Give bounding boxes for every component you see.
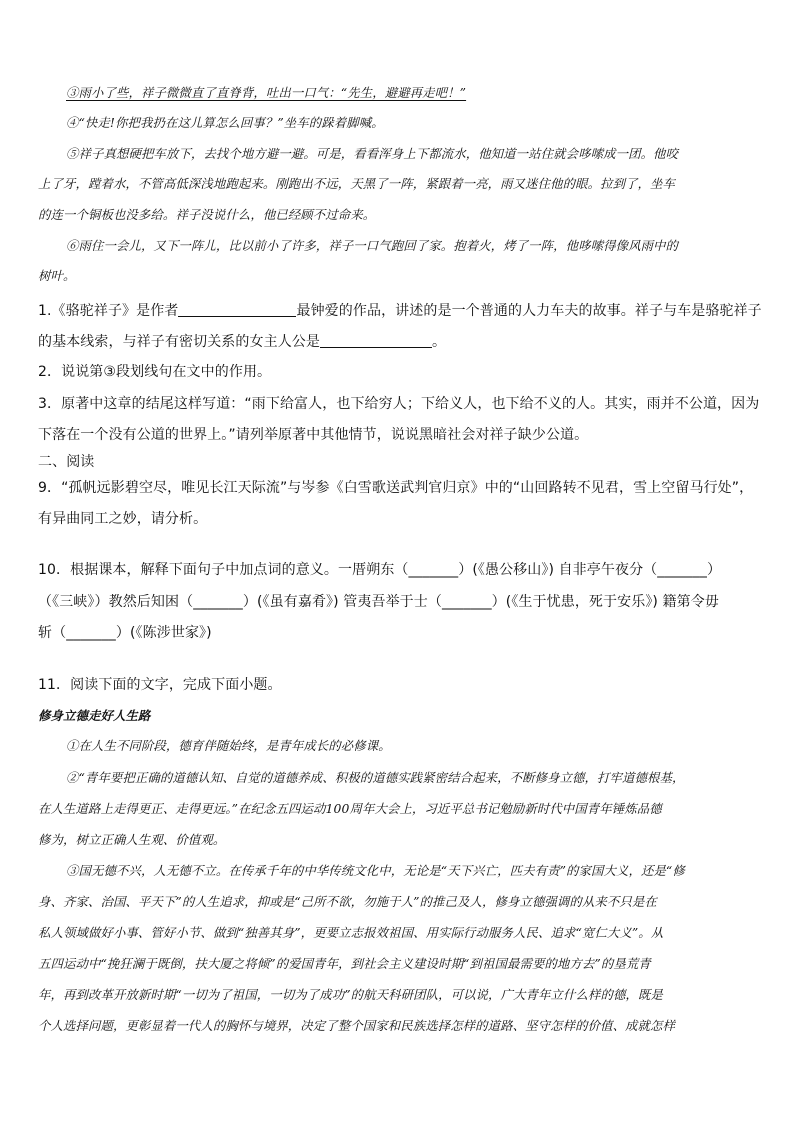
section-heading: 二、阅读 [38, 454, 95, 470]
article-paragraph-3-line-6: 个人选择问题，更彰显着一代人的胸怀与境界，决定了整个国家和民族选择怎样的道路、坚守怎样的价值、成就怎样 [38, 1018, 676, 1033]
question-1-text-c: 的基本线索，与祥子有密切关系的女主人公是 [38, 334, 320, 350]
story-paragraph-4: ④“快走!你把我扔在这儿算怎么回事？”坐车的跺着脚喊。 [66, 115, 384, 130]
story-paragraph-5-line-2: 上了牙，蹚着水，不管高低深浅地跑起来。刚跑出不远，天黑了一阵，紧跟着一亮，雨又迷住他的眼。拉到了，坐车 [38, 176, 676, 191]
answer-blank-heroine[interactable] [320, 333, 432, 348]
article-paragraph-2-line-1: ②“青年要把正确的道德认知、自觉的道德养成、积极的道德实践紧密结合起来，不断修身立德，打牢道德根基， [66, 770, 685, 785]
story-paragraph-3 [66, 87, 466, 99]
question-1-line-1 [38, 302, 762, 318]
question-2: 2．说说第③段划线句在文中的作用。 [38, 364, 272, 380]
article-paragraph-3-line-3: 私人领域做好小事、管好小节、做到“独善其身”，更要立志报效祖国、用实际行动服务人民、追求“宽仁大义”。从 [38, 925, 664, 940]
question-3-line-1: 3．原著中这章的结尾这样写道：“雨下给富人，也下给穷人；下给义人，也下给不义的人。其实，雨并不公道，因为 [38, 396, 760, 412]
article-paragraph-1: ①在人生不同阶段，德育伴随始终，是青年成长的必修课。 [66, 738, 391, 753]
question-9-line-2: 有异曲同工之妙，请分析。 [38, 511, 208, 527]
answer-blank-author[interactable] [178, 302, 296, 317]
article-paragraph-3-line-5: 年，再到改革开放新时期“一切为了祖国，一切为了成功”的航天科研团队，可以说，广大青年立什么样的德，既是 [38, 987, 663, 1002]
question-10-line-2: （《三峡》）教然后知困（_______）(《虽有嘉肴》) 管夷吾举于士（_______）(《生于忧患，死于安乐》) 籍第令毋 [38, 594, 719, 610]
story-paragraph-6-line-2: 树叶。 [38, 268, 76, 283]
story-paragraph-5-line-3: 的连一个铜板也没多给。祥子没说什么，他已经顾不过命来。 [38, 207, 376, 222]
article-paragraph-2-line-3: 修为，树立正确人生观、价值观。 [38, 832, 226, 847]
question-10-line-1: 10．根据课本，解释下面句子中加点词的意义。一厝朔东（_______）(《愚公移山》) 自非亭午夜分（_______） [38, 562, 722, 578]
question-3-line-2: 下落在一个没有公道的世界上。”请列举原著中其他情节，说说黑暗社会对祥子缺少公道。 [38, 427, 589, 443]
question-11: 11．阅读下面的文字，完成下面小题。 [38, 677, 282, 693]
question-1-line-2 [38, 333, 446, 349]
article-paragraph-3-line-2: 身、齐家、治国、平天下”的人生追求，抑或是“己所不欲，勿施于人”的推己及人，修身立德强调的从来不只是在 [38, 894, 657, 909]
question-1-text-a: 1.《骆驼祥子》是作者 [38, 303, 179, 319]
question-1-text-d: 。 [432, 334, 447, 350]
question-1-text-b: 最钟爱的作品，讲述的是一个普通的人力车夫的故事。祥子与车是骆驼祥子 [296, 303, 762, 319]
article-paragraph-2-line-2: 在人生道路上走得更正、走得更远。”在纪念五四运动100周年大会上，习近平总书记勉励新时代中国青年锤炼品德 [38, 801, 662, 816]
question-9-line-1: 9．“孤帆远影碧空尽，唯见长江天际流”与岑参《白雪歌送武判官归京》中的“山回路转不见君，雪上空留马行处”， [38, 480, 754, 496]
story-paragraph-6-line-1: ⑥雨住一会儿，又下一阵儿，比以前小了许多，祥子一口气跑回了家。抱着火，烤了一阵，他哆嗦得像风雨中的 [66, 238, 679, 253]
question-10-line-3: 斩（_______）(《陈涉世家》) [38, 625, 212, 641]
article-title: 修身立德走好人生路 [38, 708, 151, 723]
article-paragraph-3-line-4: 五四运动中“挽狂澜于既倒，扶大厦之将倾”的爱国青年，到社会主义建设时期“到祖国最需要的地方去”的垦荒青 [38, 956, 651, 971]
underlined-sentence: ③雨小了些，祥子微微直了直脊背，吐出一口气：“先生，避避再走吧！” [66, 85, 467, 100]
article-paragraph-3-line-1: ③国无德不兴，人无德不立。在传承千年的中华传统文化中，无论是“天下兴亡，匹夫有责”的家国大义，还是“修 [66, 863, 685, 878]
story-paragraph-5-line-1: ⑤祥子真想硬把车放下，去找个地方避一避。可是，看看浑身上下都流水，他知道一站住就会哆嗦成一团。他咬 [66, 146, 679, 161]
